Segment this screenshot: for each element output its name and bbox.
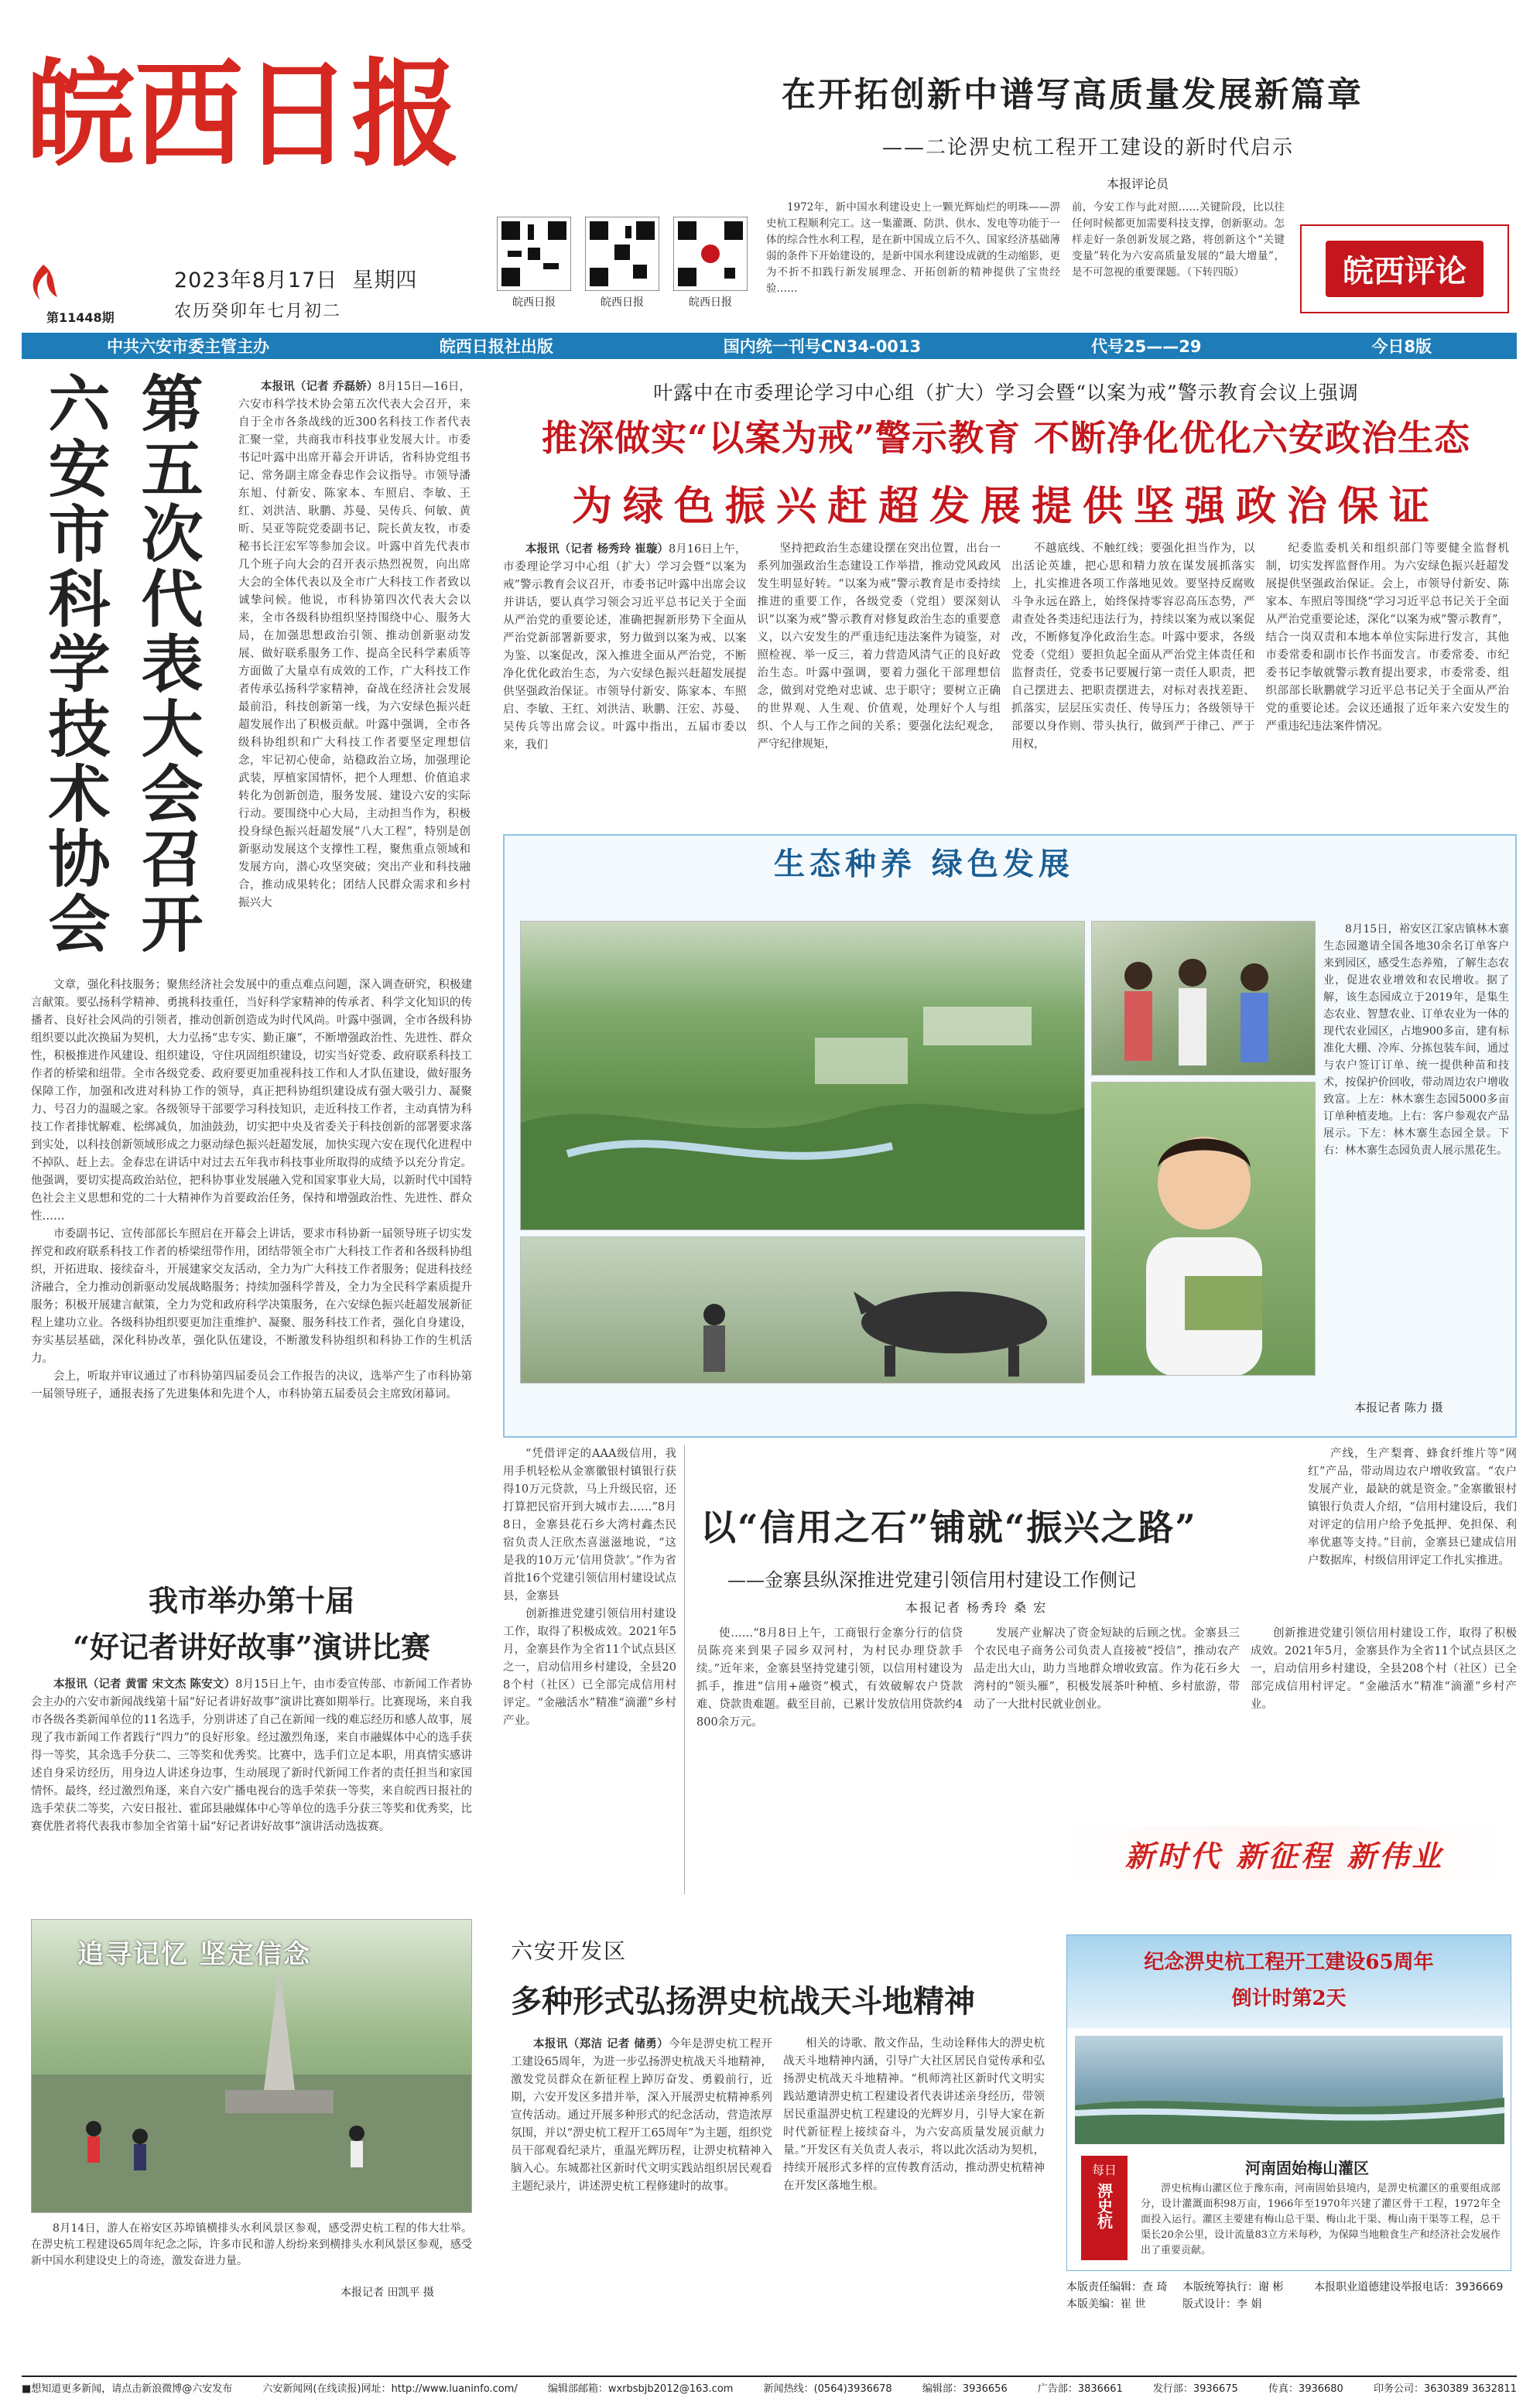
- paragraph: 不越底线、不触红线；要强化担当作为，以出活论英雄，把心思和精力放在谋发展抓落实上，扎实推进各项工作落地见效。要坚持反腐败斗争永远在路上，始终保持零容忍高压态势，严肃查处各类违纪违法行为，持续以案为戒以案促改，不断修复净化政治生态。叶露中要求，各级党委（党组）要担负起全面从严治党主体责任和监督责任，党委书记要履行第一责任人职责，把自己摆进去、把职责摆进去，对标对表找差距、抓落实，层层压实责任、传导压力；各级领导干部要以身作则、带头执行，做到严于律己、严于用权，: [1011, 542, 1255, 751]
- credit-col-right: [1308, 1445, 1517, 1616]
- editor-line: 本报职业道德建设举报电话：3936669: [1314, 2281, 1504, 2293]
- contest-title-2: “好记者讲好故事”演讲比赛: [73, 1630, 430, 1664]
- anniv-countdown: 倒计时第2天: [1231, 1987, 1347, 2010]
- science-headline: [31, 371, 232, 959]
- top-article-title: 在开拓创新中谱写高质量发展新篇章: [782, 75, 1364, 115]
- paragraph: 产线，生产梨膏、蜂食纤维片等“网红”产品，带动周边农户增收致富。“农户发展产业，最缺的就是资金。”金寨徽银村镇银行负责人介绍，“信用村建设后，我们对评定的信用户给予免抵押、免担保、利率优惠等支持。”目前，金寨县已建成信用户数据库，村级信用评定工作扎实推进。: [1308, 1448, 1517, 1567]
- science-byline: 本报讯（记者 乔磊娇）: [261, 380, 378, 393]
- headline-col-right: 第五次代表大会召开: [131, 371, 203, 956]
- eco-photo-visitors: [1091, 921, 1316, 1076]
- memory-title: 追寻记忆 坚定信念: [77, 1939, 311, 1970]
- canal-scene-svg: [1075, 2036, 1504, 2144]
- eco-author: 本报记者 陈力 摄: [1354, 1401, 1443, 1414]
- qr-code-icon: [497, 217, 571, 291]
- footer-distribution: 发行部：3936675: [1152, 2382, 1238, 2395]
- info-item: 代号25——29: [1091, 337, 1202, 356]
- info-item: 中共六安市委主管主办: [106, 337, 269, 356]
- commentary-badge: [1300, 224, 1509, 313]
- footer-fax: 传真：3936680: [1268, 2382, 1343, 2395]
- kaifa-title: 多种形式弘扬淠史杭战天斗地精神: [511, 1983, 975, 2020]
- anniv-header: [1067, 1935, 1511, 2028]
- paragraph: 文章，强化科技服务；聚焦经济社会发展中的重点难点问题，深入调查研究，积极建言献策。要弘扬科学精神、勇挑科技重任，当好科学家精神的传承者、科学文化知识的传播者、良好社会风尚的引领者，推动创新创造成为时代风尚。叶露中强调，全市各级科协组织要以此次换届为契机，大力弘扬“忠专实、勤正廉”，不断增强政治性、先进性、群众性，积极推进作风建设、组织建设，守住巩固组织建设，切实当好党委、政府联系科技工作者的桥梁和纽带。全市各级党委、政府要更加重视科技工作和人才队伍建设，做好服务保障工作，加强和改进对科协工作的领导，真正把科协组织建设成有强大吸引力、凝聚力、号召力的温暖之家。各级领导干部要学习科技知识，走近科技工作者，主动真情为科技工作者排忧解难、松绑减负，加油鼓劲，切实把中央及省委关于科技创新的部署要求落到实处，以科技创新领域形成之力驱动绿色振兴赶超发展，加快实现六安在现代化进程中不掉队、赶上去。金春忠在讲话中对过去五年我市科技事业所取得的成绩予以充分肯定。他强调，要切实提高政治站位，把科协事业发展融入党和国家事业大局，以新时代中国特色社会主义思想和党的二十大精神作为首要政治任务，保持和增强政治性、先进性、群众性……: [31, 979, 472, 1223]
- kaifa-col: [511, 2035, 772, 2275]
- credit-left-col: [503, 1445, 685, 1894]
- qr-label: 皖西日报: [512, 296, 556, 309]
- footer-weibo[interactable]: ■想知道更多新闻，请点击新浪微博@六安发布: [22, 2382, 233, 2395]
- science-body-top: [238, 378, 471, 973]
- qr-label: 皖西日报: [689, 296, 732, 309]
- info-item: 皖西日报社出版: [439, 337, 553, 356]
- paragraph: 前，今安工作与此对照……关键阶段，比以往任何时候都更加需要科技支撑，创新驱动。怎样走好一条创新发展之路，将创新这个“关键变量”转化为六安高质量发展的“最大增量”，是不可忽视的重要课题。（下转四版）: [1072, 201, 1285, 279]
- lead-title-2: 为绿色振兴赶超发展提供坚强政治保证: [571, 483, 1440, 530]
- brush-title-svg: [22, 23, 471, 170]
- eco-photo-aerial: [520, 921, 1085, 1230]
- paragraph: 今年是淠史杭工程开工建设65周年，为进一步弘扬淠史杭战天斗地精神，激发党员群众在新征程上踔厉奋发、勇毅前行，近期，六安开发区多措并举，深入开展淠史杭精神系列宣传活动。通过开展多种形式的纪念活动，营造浓厚氛围，并以“淠史杭工程开工65周年”为主题，组织党员干部观看纪录片，重温光辉历程，让淠史杭精神入脑入心。东城都社区新时代文明实践站组织居民观看主题纪录片，讲述淠史杭工程修建时的故事。: [511, 2038, 772, 2193]
- paragraph: 纪委监委机关和组织部门等要健全监督机制，切实发挥监督作用。为六安绿色振兴赶超发展提供坚强政治保证。会上，市领导付新安、陈家本、车照启等围绕“学习习近平总书记关于全面从严治党重要论述，深化“以案为戒”警示教育”，结合一岗双责和本地本单位实际进行发言，其他市委常委和副市长作书面发言。市委常委、市纪委书记李敏就警示教育提出要求，市委常委、组织部部长耿鹏就学习近平总书记关于全面从严治党的重要论述。会议还通报了近年来六安发生的严重违纪违法案件情况。: [1265, 542, 1509, 733]
- paragraph: 8月15日—16日，六安市科学技术协会第五次代表大会召开，来自于全市各条战线的近300名科技工作者代表汇聚一堂，共商我市科技事业发展大计。市委书记叶露中出席开幕会开讲话，省科协党组书记、常务副主席金春忠作会议指导。市领导潘东旭、付新安、陈家本、车照启、李敏、王红、刘洪洁、耿鹏、苏曼、吴传兵、何敏、黄昕、吴亚等院党委副书记、院长黄友牧，市委秘书长汪宏军等参加会议。叶露中首先代表市几个班子向大会的召开表示热烈祝贺，向出席大会的全体代表以及全市广大科技工作者致以诚挚问候。他说，市科协第四次代表大会以来，全市各级科协组织坚持围绕中心、服务大局，在加强思想政治引领、推动创新驱动发展、做好联系服务工作、提高全民科学素质等方面做了大量卓有成效的工作，广大科技工作者传承弘扬科学家精神，奋战在经济社会发展最前沿，科技创新第一线，为六安绿色振兴赶超发展作出了积极贡献。叶露中强调，全市各级科协组织和广大科技工作者要坚定理想信念，牢记初心使命，站稳政治立场，加强理论武装，厚植家国情怀，把个人理想、价值追求转化为创新创造，服务发展、建设六安的实际行动。要围绕中心大局，主动担当作为，积极投身绿色振兴赶超发展“八大工程”，特别是创新驱动发展这个支撑性工程，聚焦重点领域和发展方向，潜心攻坚突破；突出产业和科技融合，推动成果转化；团结人民群众需求和乡村振兴大: [238, 381, 471, 909]
- date-text: 2023年8月17日: [174, 269, 338, 292]
- weekday-text: 星期四: [352, 269, 418, 292]
- buffalo-statue-svg: [521, 1237, 1085, 1384]
- qr-block[interactable]: [672, 217, 749, 325]
- masthead-title: 皖西日报: [26, 46, 460, 170]
- info-bar: [22, 333, 1517, 359]
- paragraph: 坚持把政治生态建设摆在突出位置，出台一系列加强政治生态建设工作举措，推动党风政风发生明显好转。“以案为戒”警示教育是市委持续推进的重要工作，各级党委（党组）要深刻认识“以案为戒”警示教育对修复政治生态的重要意义，以六安发生的严重违纪违法案件为镜鉴，对照检视、举一反三，着力营造风清气正的良好政治生态。叶露中强调，要着力强化干部理想信念，做到对党绝对忠诚、忠于职守；要树立正确的世界观、人生观、价值观，处理好个人与组织、个人与工作之间的关系；要强化法纪观念，严守纪律规矩，: [757, 542, 1001, 751]
- aerial-landscape-svg: [521, 922, 1085, 1230]
- contest-body: [31, 1675, 472, 1892]
- lead-col: [758, 540, 1001, 826]
- paragraph: 8月14日，游人在裕安区苏埠镇横排头水利风景区参观，感受淠史杭工程的伟大壮举。在淠史杭工程建设65周年纪念之际，许多市民和游人纷纷来到横排头水利风景区参观，感受新中国水利建设史上的奇迹，激发奋进力量。: [31, 2222, 472, 2267]
- anniv-title: 纪念淠史杭工程开工建设65周年: [1144, 1951, 1434, 1974]
- contest-byline: 本报讯（记者 黄雷 宋文杰 陈安文）: [53, 1678, 236, 1691]
- footer-print: 印务公司：3630389 3632811: [1373, 2382, 1517, 2395]
- woman-portrait-svg: [1092, 1083, 1316, 1376]
- editor-line: 版式设计：李 娟: [1182, 2298, 1262, 2311]
- qr-codes: [495, 217, 751, 325]
- daily-name: 淠史杭: [1094, 2183, 1114, 2229]
- eco-photo-woman: [1091, 1082, 1316, 1376]
- slogan-banner: [1068, 1826, 1501, 1880]
- editors-box: [1066, 2279, 1511, 2310]
- contest-title-1: 我市举办第十届: [148, 1583, 354, 1618]
- paragraph: 创新推进党建引领信用村建设工作，取得了积极成效。2021年5月，金寨县作为全省11个试点县区之一，启动信用乡村建设，全县208个村（社区）已全部完成信用村评定。“金融活水”精准“滴灌”乡村产业。: [1251, 1627, 1517, 1711]
- paragraph: 创新推进党建引领信用村建设工作，取得了积极成效。2021年5月，金寨县作为全省11个试点县区之一，启动信用乡村建设，全县208个村（社区）已全部完成信用村评定。“金融活水”精准“滴灌”乡村产业。: [503, 1608, 676, 1727]
- qr-block[interactable]: [495, 217, 573, 325]
- top-article-subtitle: ——二论淠史杭工程开工建设的新时代启示: [882, 136, 1295, 159]
- lunar-date: 农历癸卯年七月初二: [174, 302, 342, 321]
- editor-line: 本版美编：崔 世: [1066, 2298, 1146, 2311]
- qr-block[interactable]: [583, 217, 661, 325]
- top-article-col1: [766, 200, 1060, 316]
- anniv-sub-title: 河南固始梅山灌区: [1245, 2159, 1369, 2177]
- issue-number: 第11448期: [46, 310, 115, 325]
- lead-kicker: 叶露中在市委理论学习中心组（扩大）学习会暨“以案为戒”警示教育会议上强调: [653, 381, 1359, 404]
- paragraph: 会上，听取并审议通过了市科协第四届委员会工作报告的决议，选举产生了市科协第一届领导班子，通报表扬了先进集体和先进个人，市科协第五届委员会主席致闭幕词。: [31, 1370, 472, 1401]
- issue-date: [174, 263, 417, 293]
- masthead-logo: [22, 23, 471, 170]
- top-article-byline: 本报评论员: [1107, 176, 1169, 191]
- paragraph: 发展产业解决了资金短缺的后顾之忧。金寨县三个农民电子商务公司负责人直接被“授信”，推动农产品走出大山，助力当地群众增收致富。作为花石乡大湾村的“领头雁”，积极发展茶叶种植、乡村旅游，带动了一大批村民就业创业。: [974, 1627, 1240, 1711]
- credit-byline: 本报记者 杨秀玲 桑 宏: [905, 1600, 1048, 1615]
- footer-hotline: 新闻热线：(0564)3936678: [763, 2382, 892, 2395]
- footer-website[interactable]: 六安新闻网(在线读报)网址：http://www.luaninfo.com/: [262, 2382, 518, 2395]
- info-item: 今日8版: [1371, 337, 1432, 356]
- memory-author: 本报记者 田凯平 摄: [341, 2287, 434, 2299]
- lead-byline: 本报讯（记者 杨秀玲 崔璇）: [525, 542, 669, 556]
- qr-label: 皖西日报: [601, 296, 644, 309]
- footer-bar: [22, 2376, 1517, 2397]
- memory-caption: [31, 2221, 472, 2290]
- info-item: 国内统一刊号CN34-0013: [723, 337, 922, 356]
- paragraph: 8月16日上午，市委理论学习中心组（扩大）学习会暨“以案为戒”警示教育会议召开，市委书记叶露中出席会议并讲话，要认真学习领会习近平总书记关于全面从严治党的重要论述，准确把握新形势下全面从严治党新部署新要求，努力做到以案为戒、以案为鉴、以案促改，深入推进全面从严治党，不断净化优化政治生态，为六安绿色振兴赶超发展提供坚强政治保证。市领导付新安、陈家本、车照启、李敏、王红、刘洪洁、耿鹏、汪宏、苏曼、吴传兵等出席会议。叶露中指出，五届市委以来，我们: [503, 543, 747, 751]
- eco-photo-statue: [520, 1236, 1085, 1384]
- eco-title: 生态种养 绿色发展: [774, 846, 1074, 882]
- badge-text: 皖西评论: [1326, 241, 1484, 297]
- paragraph: 8月15日，裕安区江家店镇林木寨生态园邀请全国各地30余名订单客户来到园区，感受生态养殖，了解生态农业，促进农业增效和农民增收。据了解，该生态园成立于2019年，是集生态农业、智慧农业、订单农业为一体的现代农业园区，占地900多亩，建有标准化大棚、冷库、分拣包装车间，通过与农户签订订单、统一提供种苗和技术，按保护价回收，带动周边农户增收致富。上左：林木寨生态园5000多亩订单种植麦地。上右：客户参观农产品展示。下左：林木寨生态园全景。下右：林木寨生态园负责人展示黑花生。: [1323, 923, 1509, 1157]
- paragraph: “凭借评定的AAA级信用，我用手机轻松从金寨徽银村镇银行获得10万元贷款，马上升级民宿，还打算把民宿开到大城市去……”8月8日，金寨县花石乡大湾村鑫杰民宿负责人汪欣杰喜滋滋地说，“这是我的10万元‘信用贷款’。”作为省首批16个党建引领信用村建设试点县，金寨县: [503, 1448, 676, 1602]
- kaifa-byline: 本报讯（郑洁 记者 储勇）: [533, 2037, 669, 2051]
- paragraph: 1972年，新中国水利建设史上一颗光辉灿烂的明珠——淠史杭工程顺利完工。这一集灌溉、防洪、供水、发电等功能于一体的综合性水利工程，是在新中国成立后不久、国家经济基础薄弱的条件下开始建设的，是新中国水利建设成就的生动缩影，更为不折不扣践行新发展理念、开拓创新的精神提供了宝贵经验……: [766, 201, 1060, 295]
- newspaper-logo-icon: [25, 263, 62, 308]
- lead-title-1: 推深做实“以案为戒”警示教育 不断净化优化六安政治生态: [542, 417, 1470, 459]
- paragraph: 使……“8月8日上午，工商银行金寨分行的信贷员陈亮来到果子园乡双河村，为村民办理贷款手续。”近年来，金寨县坚持党建引领，以信用村建设为抓手，推进“信用+融资”模式，有效破解农户贷款难、贷款贵难题。截至目前，已累计发放信用贷款约4800余万元。: [696, 1627, 963, 1729]
- credit-subtitle: ——金寨县纵深推进党建引领信用村建设工作侧记: [727, 1569, 1136, 1591]
- lead-col: [1011, 540, 1255, 826]
- kaifa-kicker: 六安开发区: [511, 1938, 628, 1964]
- top-article-col2: [1072, 200, 1285, 316]
- daily-badge: [1081, 2156, 1128, 2260]
- anniv-box: [1066, 1934, 1511, 2271]
- paragraph: 相关的诗歌、散文作品，生动诠释伟大的淠史杭战天斗地精神内涵，引导广大社区居民自觉传承和弘扬淠史杭战天斗地精神。“机师湾社区新时代文明实践站邀请淠史杭工程建设者代表讲述亲身经历，带领居民重温淠史杭工程建设的光辉岁月，引导大家在新时代新征程上接续奋斗，为六安高质量发展贡献力量。”开发区有关负责人表示，将以此次活动为契机，持续开展形式多样的宣传教育活动，推动淠史杭精神在开发区落地生根。: [783, 2037, 1045, 2192]
- qr-code-icon: [585, 217, 659, 291]
- footer-editorial: 编辑部：3936656: [922, 2382, 1008, 2395]
- banner-text: 新时代 新征程 新伟业: [1124, 1838, 1445, 1873]
- visitors-svg: [1092, 922, 1316, 1076]
- daily-label: 每日: [1091, 2163, 1117, 2177]
- kaifa-columns: [511, 2035, 1045, 2275]
- editor-line: 本版责任编辑：查 琦: [1066, 2281, 1168, 2293]
- eco-caption: [1323, 921, 1509, 1385]
- lead-col: [503, 540, 747, 826]
- lead-col: [1266, 540, 1510, 826]
- paragraph: 淠史杭梅山灌区位于豫东南，河南固始县境内，是淠史杭灌区的重要组成部分，设计灌溉面积98万亩，1966年至1970年兴建了灌区骨干工程，1972年全面投入运行。灌区主要建有梅山总干渠、梅山北干渠、梅山南干渠等工程，总干渠长20余公里，设计流量83立方米每秒，为保障当地粮食生产和经济社会发展作出了重要贡献。: [1141, 2183, 1501, 2256]
- credit-col: [696, 1625, 963, 1888]
- footer-ad: 广告部：3836661: [1037, 2382, 1123, 2395]
- headline-col-left: 六安市科学技术协会: [38, 371, 110, 956]
- credit-title: 以“信用之石”铺就“振兴之路”: [700, 1507, 1197, 1548]
- kaifa-col: [783, 2035, 1045, 2275]
- paragraph: 市委副书记、宣传部部长车照启在开幕会上讲话，要求市科协新一届领导班子切实发挥党和政府联系科技工作者的桥梁纽带作用，团结带领全市广大科技工作者和各级科协组织，开拓进取、接续奋斗，开展建家交友活动，全力为广大科技工作者服务；促进科技经济融合，全力推动创新驱动发展战略服务；持续加强科学普及，全力为全民科学素质提升服务；积极开展建言献策，全力为党和政府科学决策服务，在六安绿色振兴赶超发展新征程上建功立业。各级科协组织要更加注重维护、凝聚、服务科技工作者，强化自身建设，夯实基层基础，深化科协改革，强化队伍建设，不断激发科协组织和科协工作的生机活力。: [31, 1228, 472, 1365]
- lead-columns: [503, 540, 1509, 826]
- anniv-photo: [1075, 2036, 1503, 2144]
- paragraph: 8月15日上午，由市委宣传部、市新闻工作者协会主办的六安市新闻战线第十届“好记者讲好故事”演讲比赛如期举行。比赛现场，来自我市各级各类新闻单位的11名选手，分别讲述了自己在新闻一线的难忘经历和感人故事，展现了我市新闻工作者践行“四力”的良好形象。经过激烈角逐，来自市融媒体中心的选手获得一等奖，其余选手分获二、三等奖和优秀奖。比赛中，选手们立足本职，用真情实感讲述自身采访经历，用身边人讲述身边事，生动展现了新时代新闻工作者的责任担当和家国情怀。最终，经过激烈角逐，来自六安广播电视台的选手荣获一等奖，来自皖西日报社的选手荣获二等奖，六安日报社、霍邱县融媒体中心等单位的选手分获三等奖和优秀奖，比赛优胜者将代表我市参加全省第十届“好记者讲好故事”演讲活动选拔赛。: [31, 1678, 472, 1833]
- qr-code-icon: [673, 217, 748, 291]
- editor-line: 本版统筹执行：谢 彬: [1182, 2281, 1284, 2293]
- footer-email[interactable]: 编辑部邮箱：wxrbsbjb2012@163.com: [547, 2382, 734, 2395]
- anniv-body: [1141, 2181, 1501, 2265]
